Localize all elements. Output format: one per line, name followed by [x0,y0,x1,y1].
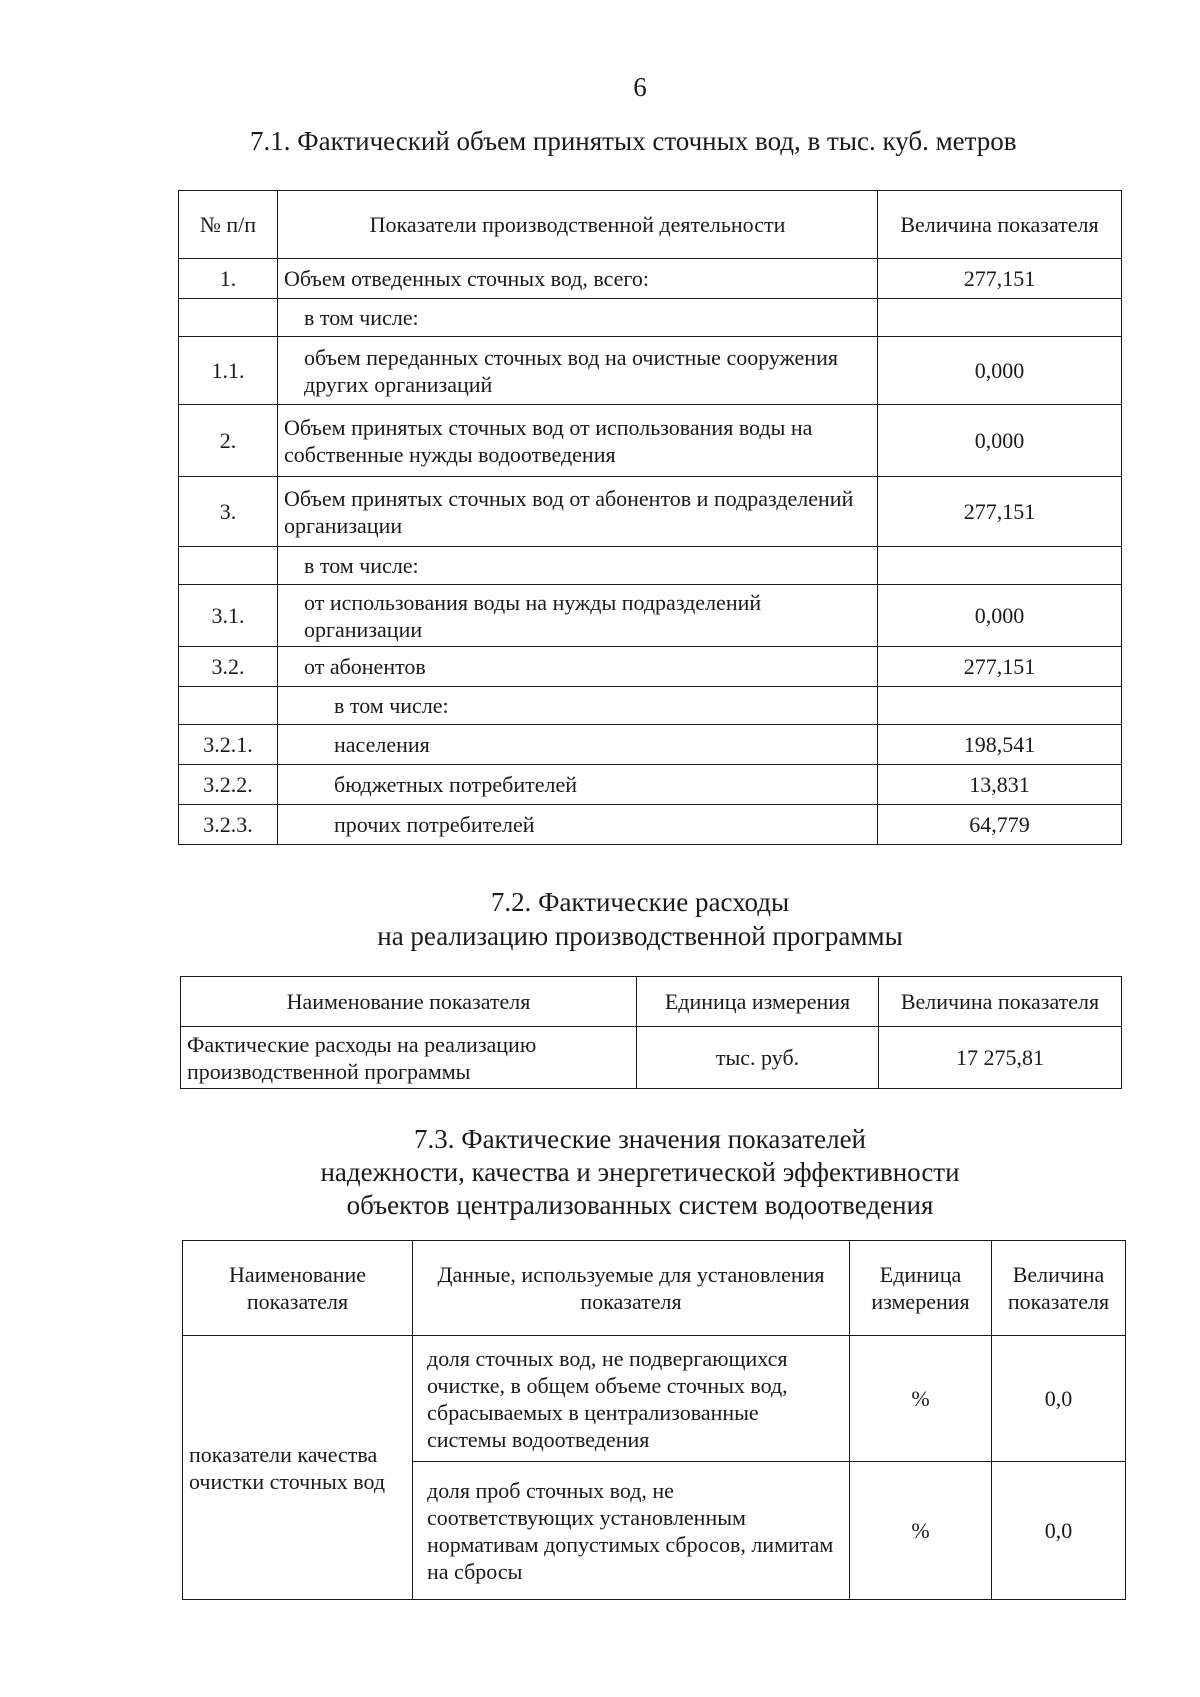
table-row [179,405,1122,477]
row-value [878,299,1122,337]
indicator-data: доля проб сточных вод, не соответствующих установленным нормативам допустимых сбросов, лимитам на сбросы [413,1462,850,1600]
row-value: 0,000 [878,585,1122,647]
quality-indicators-table [182,1240,1126,1600]
expense-name: Фактические расходы на реализацию производственной программы [181,1027,637,1089]
table-row [179,765,1122,805]
table-row [179,299,1122,337]
row-value: 64,779 [878,805,1122,845]
row-label: прочих потребителей [278,805,878,845]
water-volume-table [178,190,1122,845]
row-number [179,687,278,725]
row-label: Объем принятых сточных вод от абонентов и подразделений организации [278,477,878,547]
table-row [179,585,1122,647]
expense-value: 17 275,81 [879,1027,1122,1089]
header-value: Величина показателя [992,1241,1126,1336]
expenses-table [180,976,1122,1089]
header-name: Наименование показателя [181,977,637,1027]
row-label: в том числе: [278,299,878,337]
header-unit: Единица измерения [850,1241,992,1336]
row-number: 2. [179,405,278,477]
section-7-2-title-line-1: 7.2. Фактические расходы [490,887,790,917]
header-unit: Единица измерения [637,977,879,1027]
row-label: Объем принятых сточных вод от использования воды на собственные нужды водоотведения [278,405,878,477]
header-indicator: Показатели производственной деятельности [278,191,878,259]
table-row [183,1336,1126,1462]
table-row [179,725,1122,765]
row-number: 3.1. [179,585,278,647]
row-label: от использования воды на нужды подразделений организации [278,585,878,647]
indicator-data: доля сточных вод, не подвергающихся очистке, в общем объеме сточных вод, сбрасываемых в централизованные системы водоотведения [413,1336,850,1462]
row-number: 3.2.3. [179,805,278,845]
header-value: Величина показателя [878,191,1122,259]
table-header-row [179,191,1122,259]
row-value [878,687,1122,725]
table-row [179,647,1122,687]
header-value: Величина показателя [879,977,1122,1027]
indicator-group-name: показатели качества очистки сточных вод [183,1336,413,1600]
header-indicator-name: Наименование показателя [183,1241,413,1336]
row-value: 0,000 [878,337,1122,405]
table-row [179,259,1122,299]
row-number: 3.2. [179,647,278,687]
table-row [179,805,1122,845]
section-7-3-title-line-2: надежности, качества и энергетической эффективности [320,1157,960,1187]
section-7-2-title-line-2: на реализацию производственной программы [377,921,903,951]
row-label: в том числе: [278,547,878,585]
row-label: от абонентов [278,647,878,687]
row-number [179,299,278,337]
header-source-data: Данные, используемые для установления показателя [413,1241,850,1336]
table-header-row [181,977,1122,1027]
expense-unit: тыс. руб. [637,1027,879,1089]
table-row [179,547,1122,585]
header-number: № п/п [179,191,278,259]
row-value: 13,831 [878,765,1122,805]
table-row [179,337,1122,405]
table-header-row [183,1241,1126,1336]
indicator-value: 0,0 [992,1336,1126,1462]
indicator-unit: % [850,1336,992,1462]
section-7-3-title-line-1: 7.3. Фактические значения показателей [413,1124,867,1154]
row-label: бюджетных потребителей [278,765,878,805]
indicator-value: 0,0 [992,1462,1126,1600]
row-label: населения [278,725,878,765]
row-number: 1.1. [179,337,278,405]
row-value: 277,151 [878,647,1122,687]
table-row [179,687,1122,725]
row-value: 198,541 [878,725,1122,765]
row-value: 277,151 [878,477,1122,547]
page-number: 6 [633,72,647,102]
row-value: 277,151 [878,259,1122,299]
row-number: 3.2.1. [179,725,278,765]
row-value: 0,000 [878,405,1122,477]
row-label: объем переданных сточных вод на очистные сооружения других организаций [278,337,878,405]
section-7-1-title: 7.1. Фактический объем принятых сточных вод, в тыс. куб. метров [250,126,1017,156]
row-number [179,547,278,585]
table-row [179,477,1122,547]
indicator-unit: % [850,1462,992,1600]
row-number: 1. [179,259,278,299]
row-number: 3. [179,477,278,547]
row-number: 3.2.2. [179,765,278,805]
row-label: в том числе: [278,687,878,725]
table-row [181,1027,1122,1089]
row-label: Объем отведенных сточных вод, всего: [278,259,878,299]
row-value [878,547,1122,585]
section-7-3-title-line-3: объектов централизованных систем водоотведения [346,1190,934,1220]
